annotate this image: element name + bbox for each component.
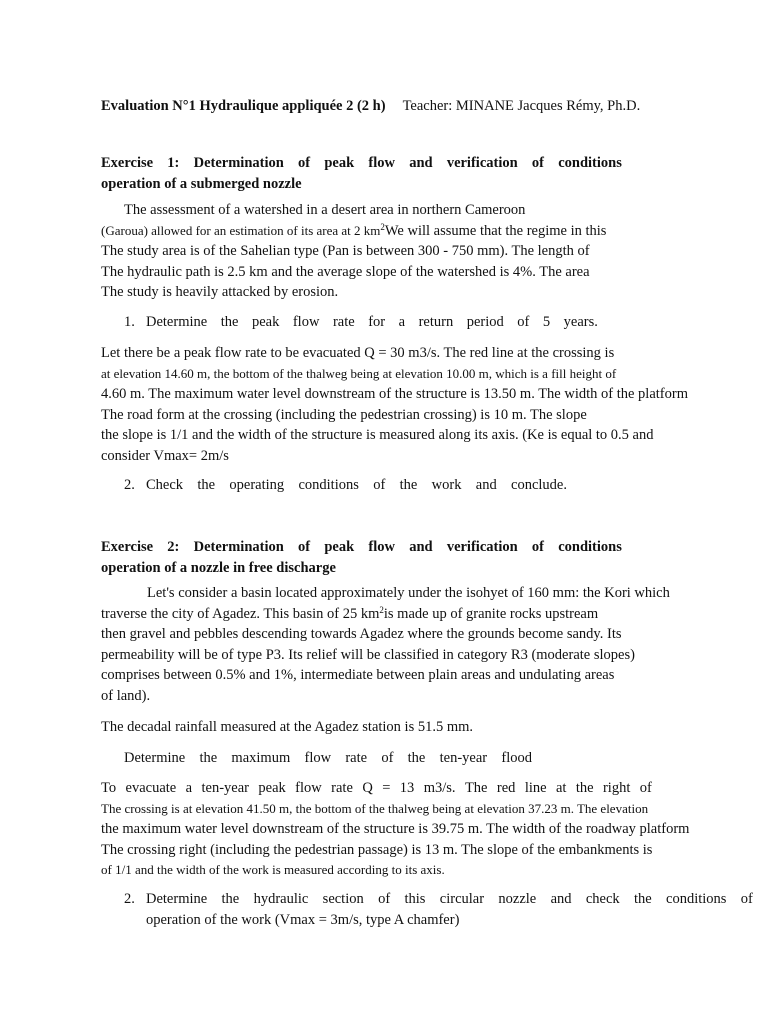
heading-word: Exercise — [101, 155, 154, 171]
rainfall-statement: The decadal rainfall measured at the Agadez station is 51.5 mm. — [101, 719, 474, 735]
list-number: 2. — [124, 477, 135, 493]
heading-word: peak — [324, 539, 355, 555]
heading-word: 1: — [167, 155, 180, 171]
word: section — [322, 891, 364, 907]
heading-word: conditions — [558, 539, 622, 555]
word: of — [639, 780, 652, 796]
paragraph-line: at elevation 14.60 m, the bottom of the thalweg being at elevation 10.00 m, which is a fill height of — [101, 365, 617, 381]
word: conclude. — [511, 477, 567, 493]
paragraph-line: The hydraulic path is 2.5 km and the average slope of the watershed is 4%. The area — [101, 263, 590, 280]
word: the — [407, 750, 426, 766]
word: flow — [295, 780, 322, 796]
heading-word: and — [409, 155, 433, 171]
paragraph-line: of land). — [101, 687, 151, 704]
word: of — [378, 891, 391, 907]
word: Check — [146, 477, 184, 493]
paragraph-text: is made up of granite rocks upstream — [383, 605, 599, 622]
word: conditions — [298, 477, 359, 493]
heading-word: and — [409, 539, 433, 555]
paragraph-line: The road form at the crossing (including the pedestrian crossing) is 10 m. The slope — [101, 406, 587, 423]
word: the — [575, 780, 594, 796]
word: conditions — [666, 891, 727, 907]
heading-word: peak — [324, 155, 355, 171]
heading-word: Determination — [193, 539, 284, 555]
word: hydraulic — [253, 891, 309, 907]
word: return — [418, 314, 454, 330]
word: maximum — [231, 750, 291, 766]
evaluation-title: Evaluation N°1 Hydraulique appliquée 2 (2 h) — [101, 98, 386, 114]
word: the — [633, 891, 652, 907]
word: of — [740, 891, 753, 907]
paragraph-line: The crossing right (including the pedestrian passage) is 13 m. The slope of the embankments is — [101, 841, 653, 858]
exercise-1-heading — [101, 153, 622, 194]
question-text — [146, 312, 598, 333]
exercise-2-paragraph-1 — [101, 583, 670, 706]
exercise-1-paragraph-1 — [101, 200, 606, 303]
word: of — [373, 477, 386, 493]
exercise-2-heading-line2: operation of a nozzle in free discharge — [101, 559, 336, 576]
superscript: 2 — [379, 604, 384, 615]
exercise-2-heading — [101, 537, 622, 578]
word: Q — [362, 780, 373, 796]
word: flow — [292, 314, 320, 330]
word: check — [585, 891, 620, 907]
paragraph-line: the slope is 1/1 and the width of the structure is measured along its axis. (Ke is equal to 0.5 and — [101, 427, 654, 443]
word: red — [496, 780, 516, 796]
word: the — [399, 477, 418, 493]
paragraph-line — [101, 778, 652, 799]
word: right — [602, 780, 631, 796]
word: operating — [229, 477, 285, 493]
word: 5 — [542, 314, 551, 330]
exercise-2-paragraph-2 — [101, 778, 689, 881]
paragraph-line: permeability will be of type P3. Its relief will be classified in category R3 (moderate slopes) — [101, 646, 635, 663]
paragraph-line: The crossing is at elevation 41.50 m, the bottom of the thalweg being at elevation 37.23 m. The elevation — [101, 800, 649, 816]
question-text — [146, 889, 753, 910]
paragraph-text: traverse the city of Agadez. This basin of 25 km — [101, 605, 380, 622]
word: The — [464, 780, 488, 796]
word: rate — [345, 750, 368, 766]
paragraph-line: Let's consider a basin located approximately under the isohyet of 160 mm: the Kori which — [147, 585, 670, 601]
word: of — [381, 750, 394, 766]
word: the — [220, 314, 239, 330]
paragraph-line: 4.60 m. The maximum water level downstream of the structure is 13.50 m. The width of the platform — [101, 386, 688, 402]
paragraph-line: consider Vmax= 2m/s — [101, 447, 229, 464]
heading-word: verification — [446, 539, 518, 555]
word: a — [398, 314, 406, 330]
question-line: operation of the work (Vmax = 3m/s, type A chamfer) — [146, 911, 460, 928]
heading-word: flow — [368, 155, 395, 171]
question-text — [146, 475, 567, 496]
paragraph-line: The study is heavily attacked by erosion. — [101, 284, 339, 300]
word: and — [475, 477, 497, 493]
word: rate — [332, 314, 355, 330]
word: rate — [331, 780, 353, 796]
paragraph-text: (Garoua) allowed for an estimation of its area at 2 km — [101, 222, 381, 238]
word: = — [382, 780, 391, 796]
exercise-2-heading-line1 — [101, 537, 622, 558]
word: period — [466, 314, 504, 330]
paragraph-line — [101, 221, 606, 242]
paragraph-text: We will assume that the regime in this — [384, 222, 607, 239]
heading-word: verification — [446, 155, 518, 171]
word: flood — [501, 750, 532, 766]
word: the — [199, 750, 218, 766]
word: To — [101, 780, 117, 796]
heading-word: Determination — [193, 155, 284, 171]
word: ten-year — [201, 780, 249, 796]
question-line — [101, 889, 753, 910]
word: m3/s. — [423, 780, 456, 796]
word: and — [550, 891, 572, 907]
word: evacuate — [125, 780, 177, 796]
word: peak — [251, 314, 280, 330]
heading-word: conditions — [558, 155, 622, 171]
word: the — [221, 891, 240, 907]
paragraph-line: comprises between 0.5% and 1%, intermediate between plain areas and undulating areas — [101, 667, 615, 683]
word: at — [555, 780, 567, 796]
heading-word: 2: — [167, 539, 180, 555]
list-number: 2. — [124, 891, 135, 907]
heading-word: flow — [368, 539, 395, 555]
word: Determine — [146, 314, 208, 330]
exercise-2-question-1 — [124, 748, 532, 769]
word: nozzle — [498, 891, 537, 907]
word: of — [517, 314, 530, 330]
paragraph-line: The assessment of a watershed in a desert area in northern Cameroon — [124, 202, 526, 218]
heading-word: of — [298, 155, 311, 171]
document-header — [101, 96, 640, 117]
exercise-1-paragraph-2 — [101, 343, 688, 466]
exercise-1-heading-line2: operation of a submerged nozzle — [101, 175, 302, 192]
exercise-1-question-2 — [101, 475, 567, 496]
word: circular — [439, 891, 485, 907]
word: for — [368, 314, 386, 330]
word: peak — [258, 780, 286, 796]
heading-word: of — [531, 539, 544, 555]
paragraph-line: of 1/1 and the width of the work is measured according to its axis. — [101, 862, 445, 877]
teacher-name: Teacher: MINANE Jacques Rémy, Ph.D. — [402, 98, 641, 114]
paragraph-line — [101, 604, 670, 625]
word: work — [431, 477, 462, 493]
word: ten-year — [439, 750, 488, 766]
word: flow — [304, 750, 332, 766]
heading-word: Exercise — [101, 539, 154, 555]
paragraph-line: then gravel and pebbles descending towards Agadez where the grounds become sandy. Its — [101, 626, 622, 642]
word: Determine — [146, 891, 208, 907]
heading-word: of — [531, 155, 544, 171]
word: line — [524, 780, 547, 796]
word: the — [197, 477, 216, 493]
word: years. — [563, 314, 598, 330]
paragraph-line: The study area is of the Sahelian type (Pan is between 300 - 750 mm). The length of — [101, 243, 590, 259]
exercise-1-heading-line1 — [101, 153, 622, 174]
exercise-1-question-1 — [101, 312, 598, 333]
word: a — [185, 780, 193, 796]
word: this — [404, 891, 426, 907]
superscript: 2 — [380, 221, 385, 232]
list-number: 1. — [124, 314, 135, 330]
word: Determine — [124, 750, 186, 766]
paragraph-line: the maximum water level downstream of the structure is 39.75 m. The width of the roadway platform — [101, 821, 690, 837]
word: 13 — [399, 780, 415, 796]
paragraph-line: Let there be a peak flow rate to be evacuated Q = 30 m3/s. The red line at the crossing is — [101, 345, 615, 361]
exercise-2-question-2 — [101, 889, 753, 930]
heading-word: of — [298, 539, 311, 555]
